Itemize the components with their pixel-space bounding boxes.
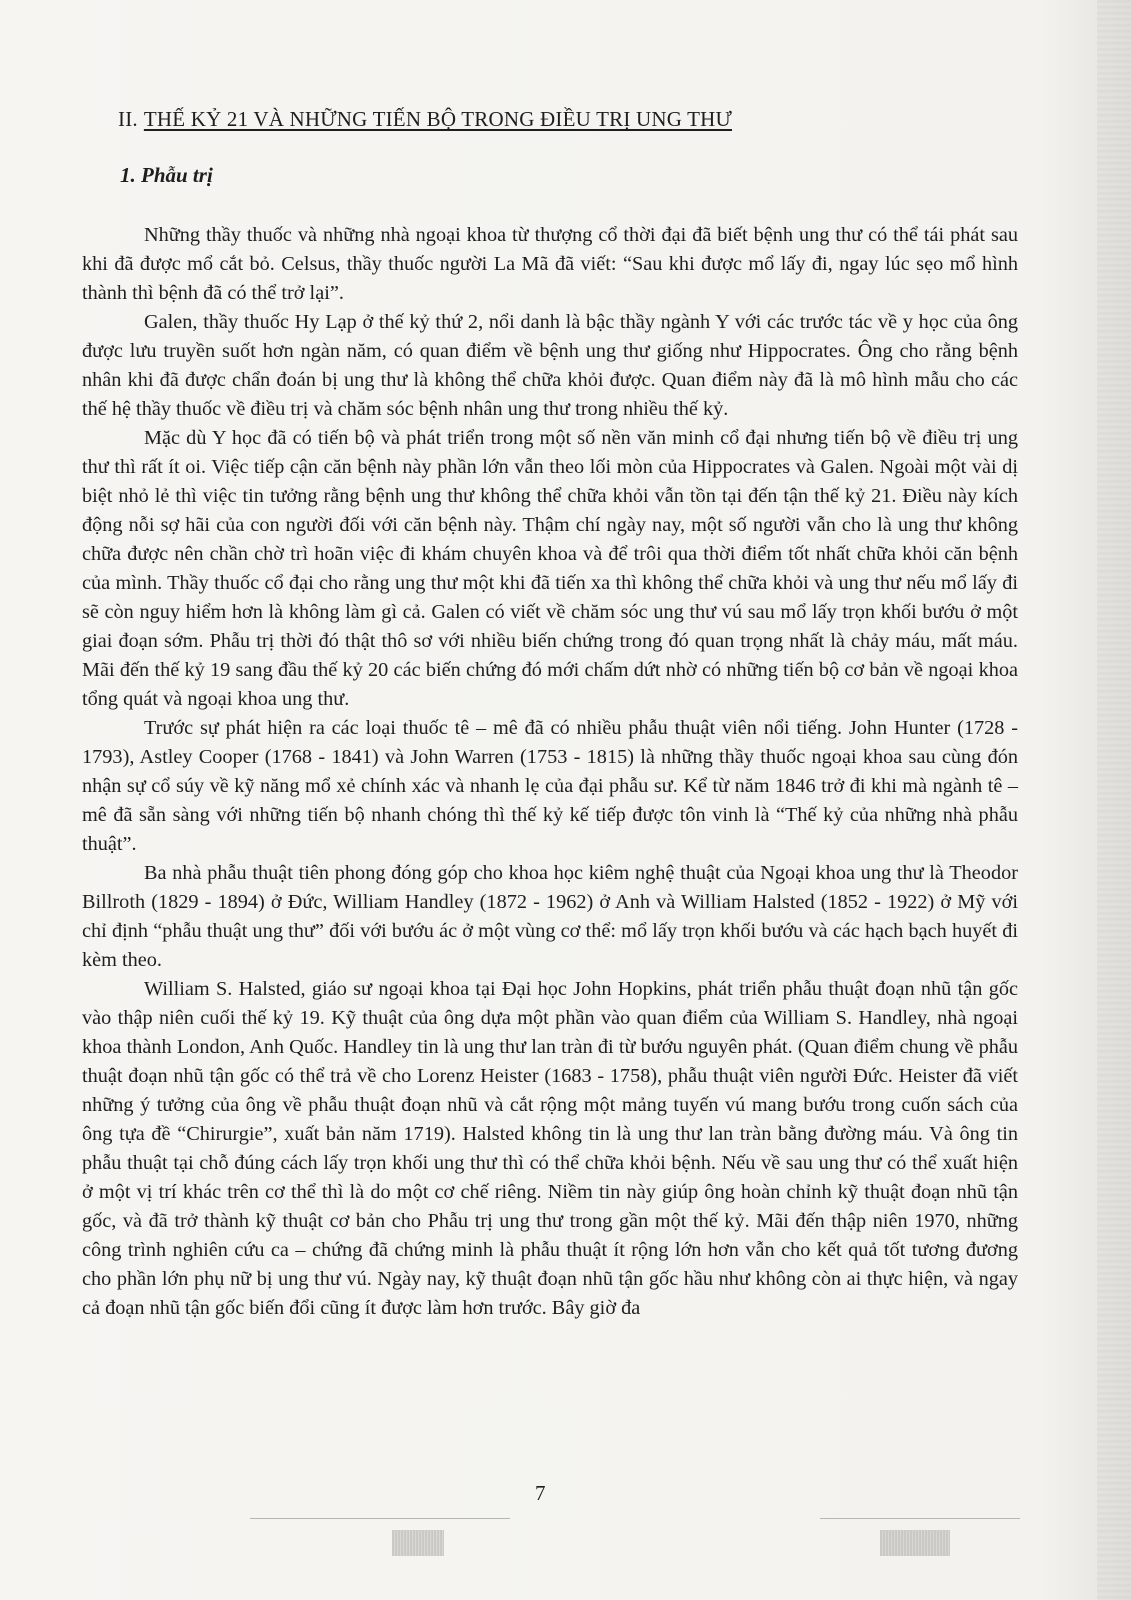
paragraph: Trước sự phát hiện ra các loại thuốc tê – mê đã có nhiều phẫu thuật viên nổi tiếng. John Hunter (1728 - 1793), Astley Cooper (1768 - 1841) và John Warren (1753 - 1815) là những thầy thuốc ngoại khoa sau cùng đón nhận sự cổ súy về kỹ năng mổ xẻ chính xác và nhanh lẹ của đại phẫu sư. Kể từ năm 1846 trở đi khi mà ngành tê – mê đã sẵn sàng với những tiến bộ nhanh chóng thì thế kỷ kế tiếp được tôn vinh là “Thế kỷ của những nhà phẫu thuật”. bbox=[82, 717, 1018, 855]
scan-edge bbox=[1097, 0, 1131, 1600]
page-number: 7 bbox=[535, 1481, 546, 1505]
section-title: THẾ KỶ 21 VÀ NHỮNG TIẾN BỘ TRONG ĐIỀU TRỊ UNG THƯ bbox=[143, 107, 733, 131]
paragraph: Những thầy thuốc và những nhà ngoại khoa từ thượng cổ thời đại đã biết bệnh ung thư có thể tái phát sau khi đã được mổ cắt bỏ. Celsus, thầy thuốc người La Mã đã viết: “Sau khi được mổ lấy đi, ngay lúc sẹo mổ hình thành thì bệnh đã có thể trở lại”. bbox=[82, 224, 1018, 304]
body-text bbox=[82, 221, 1018, 1323]
paragraph: William S. Halsted, giáo sư ngoại khoa tại Đại học John Hopkins, phát triển phẫu thuật đoạn nhũ tận gốc vào thập niên cuối thế kỷ 19. Kỹ thuật của ông dựa một phần vào quan điểm của William S. Handley, nhà ngoại khoa thành London, Anh Quốc. Handley tin là ung thư lan tràn đi từ bướu nguyên phát. (Quan điểm chung về phẫu thuật đoạn nhũ tận gốc có thể trả về cho Lorenz Heister (1683 - 1758), phẫu thuật viên người Đức. Heister đã viết những ý tưởng của ông về phẫu thuật đoạn nhũ và cắt rộng một mảng tuyến vú mang bướu trong cuốn sách của ông tựa đề “Chirurgie”, xuất bản năm 1719). Halsted không tin là ung thư lan tràn bằng đường máu. Và ông tin phẫu thuật tại chỗ đúng cách lấy trọn khối ung thư thì có thể chữa khỏi bệnh. Nếu về sau ung thư có thể xuất hiện ở một vị trí khác trên cơ thể thì là do một cơ chế riêng. Niềm tin này giúp ông hoàn chỉnh kỹ thuật đoạn nhũ tận gốc, và đã trở thành kỹ thuật cơ bản cho Phẫu trị ung thư trong gần một thế kỷ. Mãi đến thập niên 1970, những công trình nghiên cứu ca – chứng đã chứng minh là phẫu thuật ít rộng lớn hơn vẫn cho kết quả tốt tương đương cho phần lớn phụ nữ bị ung thư vú. Ngày nay, kỹ thuật đoạn nhũ tận gốc hầu như không còn ai thực hiện, và ngay cả đoạn nhũ tận gốc biến đổi cũng ít được làm hơn trước. Bây giờ đa bbox=[82, 978, 1018, 1319]
paragraph: Ba nhà phẫu thuật tiên phong đóng góp cho khoa học kiêm nghệ thuật của Ngoại khoa ung thư là Theodor Billroth (1829 - 1894) ở Đức, William Handley (1872 - 1962) ở Anh và William Halsted (1852 - 1922) ở Mỹ với chỉ định “phẫu thuật ung thư” đối với bướu ác ở một vùng cơ thể: mổ lấy trọn khối bướu và các hạch bạch huyết đi kèm theo. bbox=[82, 862, 1018, 971]
scan-smudge-right bbox=[880, 1530, 950, 1556]
section-heading bbox=[118, 107, 732, 132]
section-number: II. bbox=[118, 107, 138, 131]
paragraph: Mặc dù Y học đã có tiến bộ và phát triển trong một số nền văn minh cổ đại nhưng tiến bộ về điều trị ung thư thì rất ít oi. Việc tiếp cận căn bệnh này phần lớn vẫn theo lối mòn của Hippocrates và Galen. Ngoài một vài dị biệt nhỏ lẻ thì việc tin tưởng rằng bệnh ung thư không thể chữa khỏi vẫn tồn tại đến tận thế kỷ 21. Điều này kích động nỗi sợ hãi của con người đối với căn bệnh này. Thậm chí ngày nay, một số người vẫn cho là ung thư không chữa được nên chần chờ trì hoãn việc đi khám chuyên khoa và để trôi qua thời điểm tốt nhất chữa khỏi căn bệnh của mình. Thầy thuốc cổ đại cho rằng ung thư một khi đã tiến xa thì không thể chữa khỏi và ung thư nếu mổ lấy đi sẽ còn nguy hiểm hơn là không làm gì cả. Galen có viết về chăm sóc ung thư vú sau mổ lấy trọn khối bướu ở một giai đoạn sớm. Phẫu trị thời đó thật thô sơ với nhiều biến chứng trong đó quan trọng nhất là chảy máu, mất máu. Mãi đến thế kỷ 19 sang đầu thế kỷ 20 các biến chứng đó mới chấm dứt nhờ có những tiến bộ cơ bản về ngoại khoa tổng quát và ngoại khoa ung thư. bbox=[82, 427, 1018, 710]
footer-rule-left bbox=[250, 1518, 510, 1519]
footer-rule-right bbox=[820, 1518, 1020, 1519]
subsection-heading: 1. Phẫu trị bbox=[120, 163, 213, 187]
scan-smudge-left bbox=[392, 1530, 444, 1556]
paragraph: Galen, thầy thuốc Hy Lạp ở thế kỷ thứ 2, nổi danh là bậc thầy ngành Y với các trước tác về y học của ông được lưu truyền suốt hơn ngàn năm, có quan điểm về bệnh ung thư giống như Hippocrates. Ông cho rằng bệnh nhân khi đã được chẩn đoán bị ung thư là không thể chữa khỏi được. Quan điểm này đã là mô hình mẫu cho các thế hệ thầy thuốc về điều trị và chăm sóc bệnh nhân ung thư trong nhiều thế kỷ. bbox=[82, 311, 1018, 420]
